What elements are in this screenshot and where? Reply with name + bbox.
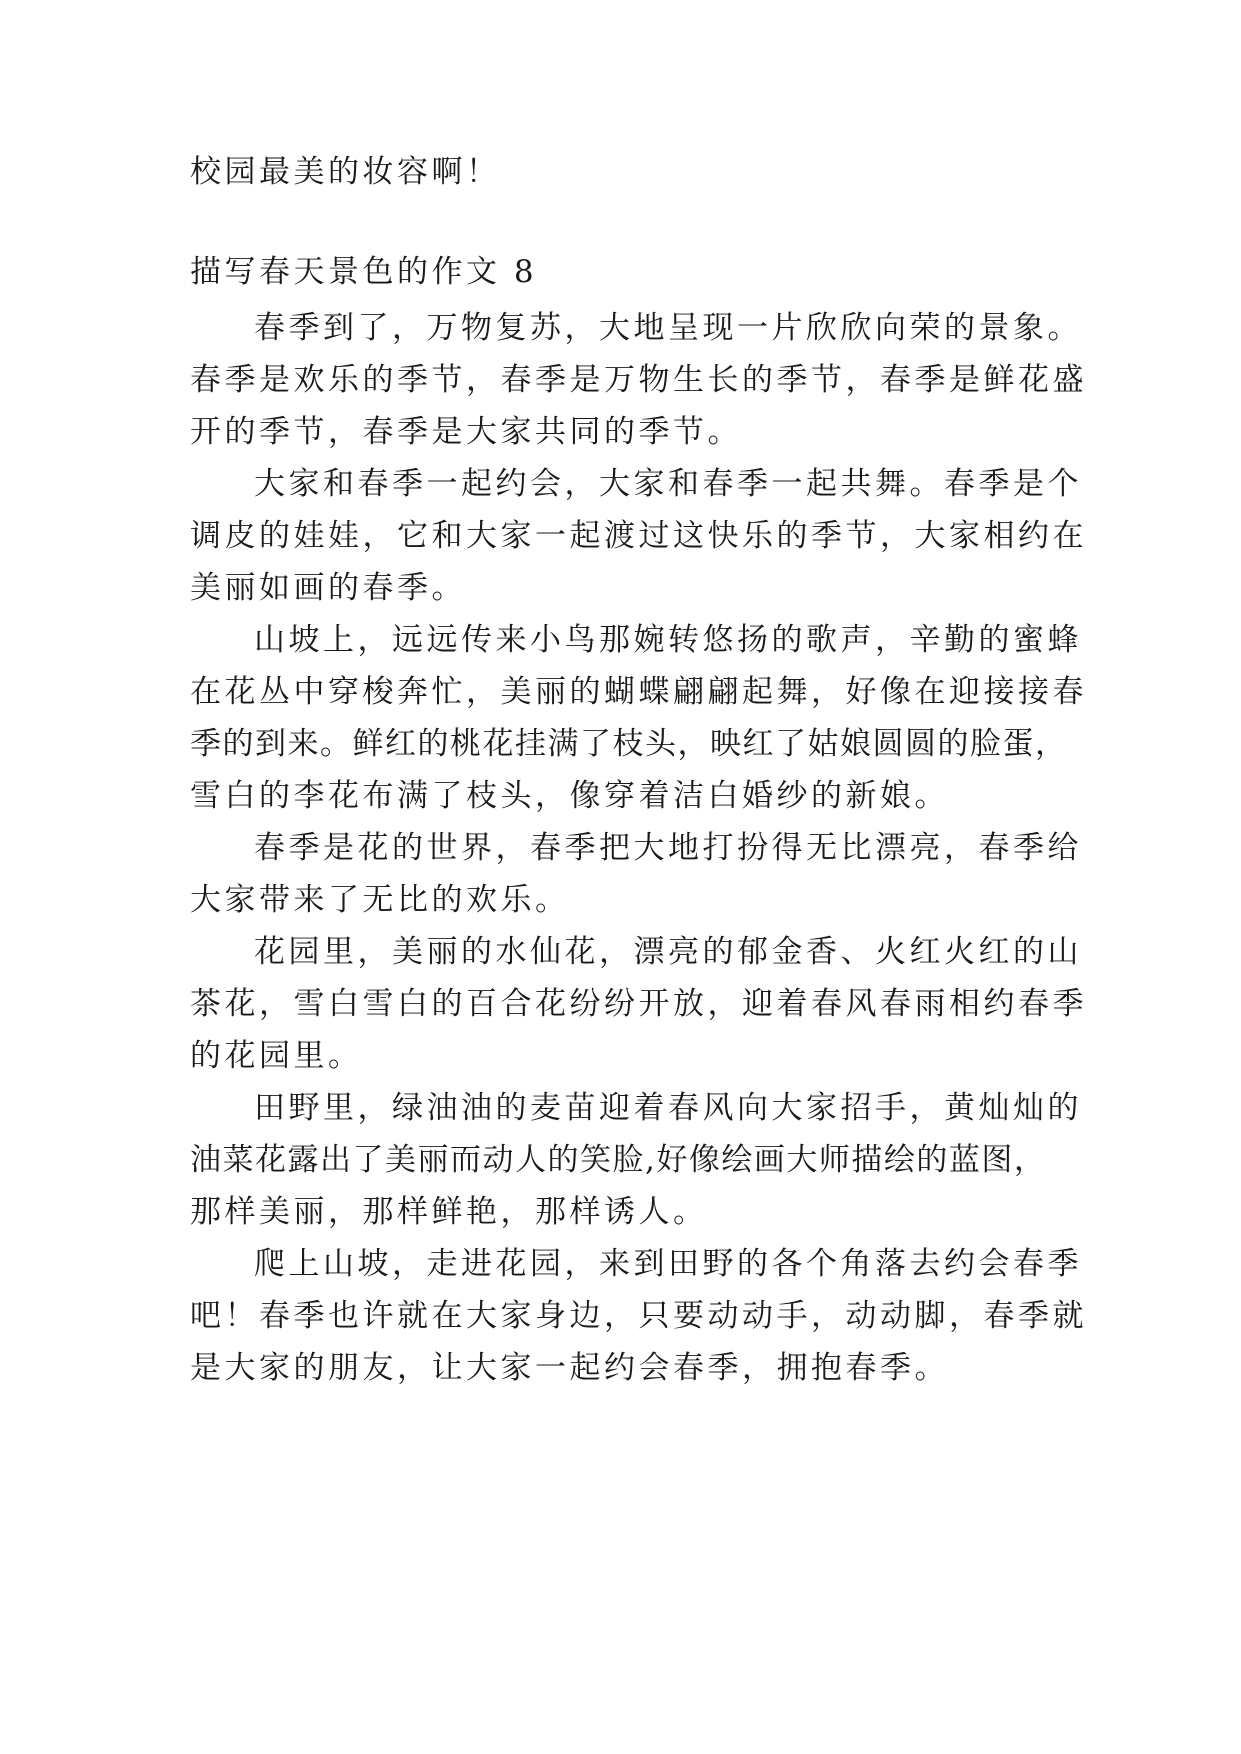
text-line: 大家和春季一起约会，大家和春季一起共舞。春季是个: [254, 466, 1082, 502]
text-line: 花园里，美丽的水仙花，漂亮的郁金香、火红火红的山: [254, 934, 1082, 970]
text-line: 季的到来。鲜红的桃花挂满了枝头，映红了姑娘圆圆的脸蛋，: [190, 726, 1068, 762]
text-line: 的花园里。: [190, 1038, 363, 1074]
text-line: 那样美丽，那样鲜艳，那样诱人。: [190, 1194, 708, 1230]
text-line: 美丽如画的春季。: [190, 570, 466, 606]
section-heading: 描写春天景色的作文 8: [190, 254, 538, 290]
text-line: 雪白的李花布满了枝头，像穿着洁白婚纱的新娘。: [190, 778, 949, 814]
text-line: 山坡上，远远传来小鸟那婉转悠扬的歌声，辛勤的蜜蜂: [254, 622, 1082, 658]
text-line: 春季到了，万物复苏，大地呈现一片欣欣向荣的景象。: [254, 310, 1082, 346]
text-line: 爬上山坡，走进花园，来到田野的各个角落去约会春季: [254, 1246, 1082, 1282]
text-line: 调皮的娃娃，它和大家一起渡过这快乐的季节，大家相约在: [190, 518, 1087, 554]
text-line: 春季是欢乐的季节，春季是万物生长的季节，春季是鲜花盛: [190, 362, 1087, 398]
text-line: 春季是花的世界，春季把大地打扮得无比漂亮，春季给: [254, 830, 1082, 866]
text-line: 大家带来了无比的欢乐。: [190, 882, 570, 918]
text-line: 是大家的朋友，让大家一起约会春季，拥抱春季。: [190, 1350, 949, 1386]
text-line: 在花丛中穿梭奔忙，美丽的蝴蝶翩翩起舞，好像在迎接接春: [190, 674, 1087, 710]
text-line: 开的季节，春季是大家共同的季节。: [190, 414, 742, 450]
text-line: 油菜花露出了美丽而动人的笑脸,好像绘画大师描绘的蓝图，: [190, 1142, 1047, 1178]
text-line: 吧！春季也许就在大家身边，只要动动手，动动脚，春季就: [190, 1298, 1087, 1334]
text-line: 校园最美的妆容啊！: [190, 154, 501, 190]
text-line: 茶花，雪白雪白的百合花纷纷开放，迎着春风春雨相约春季: [190, 986, 1087, 1022]
text-line: 田野里，绿油油的麦苗迎着春风向大家招手，黄灿灿的: [254, 1090, 1082, 1126]
